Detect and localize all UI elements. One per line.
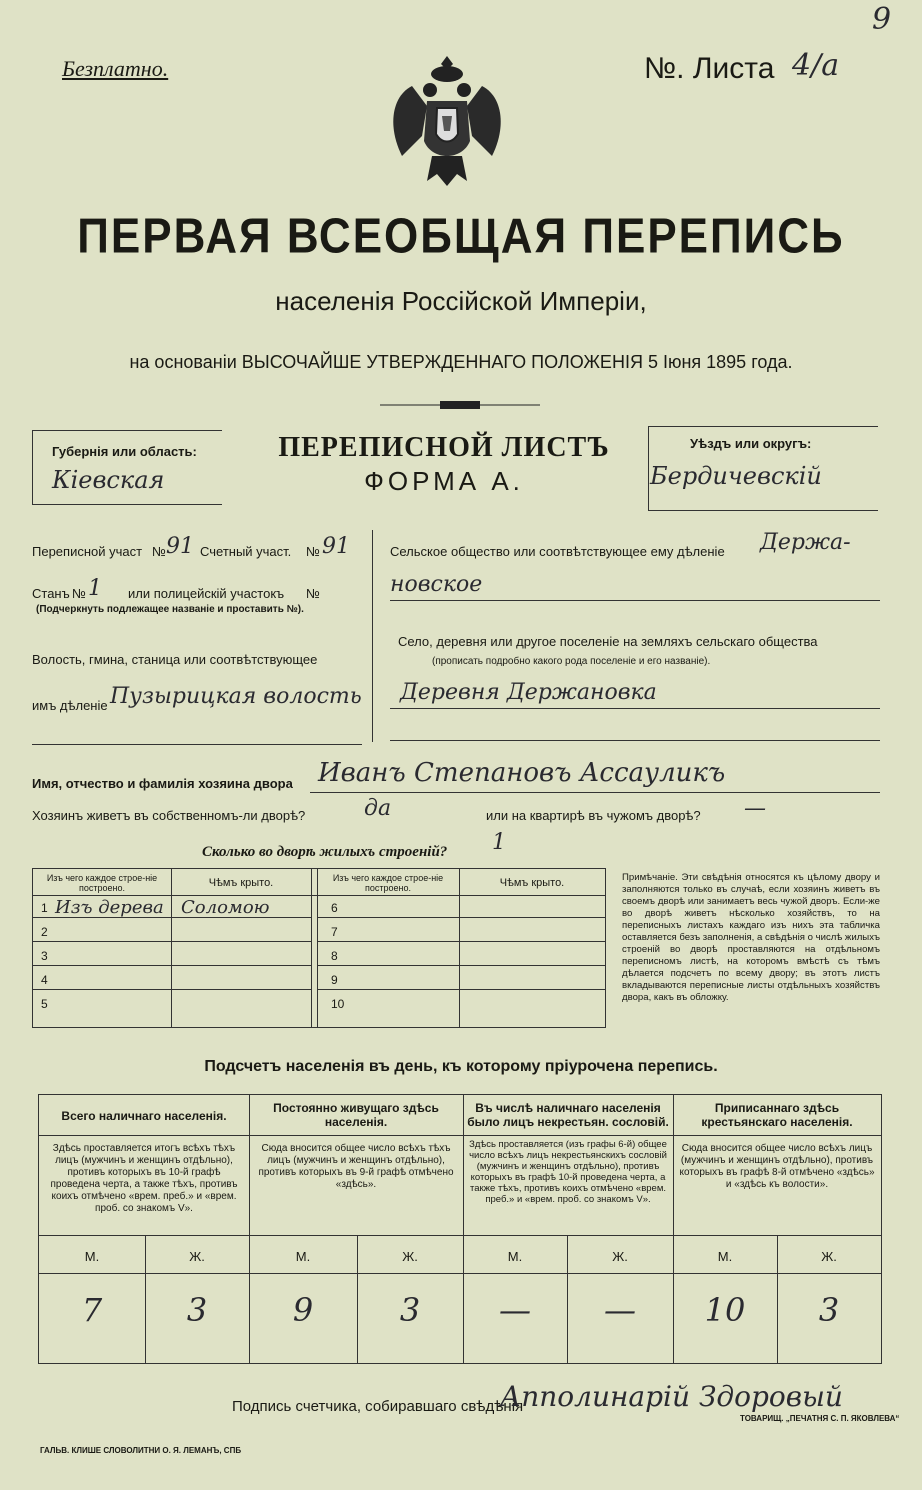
village-note: (прописать подробно какого рода поселеніе и его названіе). <box>432 656 711 667</box>
col-roof-header-right: Чѣмъ крыто. <box>499 877 565 889</box>
count-col-1-desc: Здѣсь проставляется итогъ всѣхъ тѣхъ лицъ (мужчинъ и женщинъ отдѣльно), противъ которыхъ въ 10-й графѣ проведена черта, а также тѣхъ, противъ коихъ отмѣчено «врем. преб.» и «врем. проб. со знакомъ V». <box>50 1143 238 1214</box>
society-value-2: новское <box>390 572 483 597</box>
count-col-4-header: Приписаннаго здѣсь крестьянскаго населенія. <box>701 1101 853 1129</box>
signature-label: Подпись счетчика, собиравшаго свѣдѣнія <box>232 1398 524 1415</box>
count-col-3-header: Въ числѣ наличнаго населенія было лицъ некрестьян. сословій. <box>467 1101 669 1129</box>
signature-value: Апполинарій Здоровый <box>500 1380 843 1413</box>
police-station-no: № <box>306 586 320 601</box>
male-label: М. <box>84 1249 100 1264</box>
count-value-m: — <box>499 1291 531 1329</box>
uezd-label: Уѣздъ или округъ: <box>690 436 812 451</box>
row-num: 2 <box>41 925 48 939</box>
count-value-zh: — <box>604 1291 636 1329</box>
count-col-3-desc: Здѣсь проставляется (изъ графы 6-й) общее число всѣхъ лицъ некрестьянскихъ сословій (мужчинъ и женщинъ отдѣльно), противъ которыхъ въ графѣ 10-й проведена черта, а также тѣхъ, противъ коихъ отмѣчено «врем. преб.» и «врем. проб. со знакомъ V». <box>469 1139 667 1205</box>
count-value-zh: 3 <box>186 1291 208 1329</box>
corner-page-number: 9 <box>872 2 892 37</box>
divider-ornament-icon <box>380 398 540 412</box>
owner-lives-value: да <box>364 796 392 821</box>
row-num: 8 <box>331 949 338 963</box>
printer-imprint-left: ГАЛЬВ. КЛИШЕ СЛОВОЛИТНИ О. Я. ЛЕМАНЪ, СПБ <box>40 1446 242 1455</box>
row-num: 6 <box>331 901 338 915</box>
legal-basis: на основаніи ВЫСОЧАЙШЕ УТВЕРЖДЕННАГО ПОЛОЖЕНІЯ 5 Іюня 1895 года. <box>129 352 793 372</box>
row-num: 10 <box>331 997 345 1011</box>
sheet-number-value: 4/а <box>792 48 840 83</box>
count-col-2-desc: Сюда вносится общее число всѣхъ тѣхъ лицъ (мужчинъ и женщинъ отдѣльно), противъ которыхъ въ 9-й графѣ отмѣчено «здѣсь». <box>258 1143 454 1190</box>
count-district-value: 91 <box>322 534 350 559</box>
society-value-1: Держа- <box>760 530 851 555</box>
row-num: 5 <box>41 997 48 1011</box>
free-label: Безплатно. <box>62 56 169 81</box>
count-value-m: 7 <box>81 1291 103 1329</box>
gubernia-label: Губернія или область: <box>52 444 197 459</box>
row-roof: Соломою <box>181 897 270 918</box>
stan-value: 1 <box>88 576 102 601</box>
stan-label: Станъ <box>32 586 70 601</box>
buildings-note: Примѣчаніе. Эти свѣдѣнія относятся къ цѣлому двору и заполняются только въ случаѣ, если хозяинъ живетъ въ своемъ дворѣ или занимаетъ весь чужой дворъ. Если-же во дворѣ живетъ нѣсколько хозяйствъ, то на переписныхъ листахъ каждаго изъ нихъ эта табличка оставляется безъ заполненія, а свѣдѣнія о числѣ жилыхъ строеній во дворѣ проставляются на отдѣльномъ переписномъ листѣ, на которомъ вмѣстѣ съ тѣмъ дѣлается подсчетъ по всему двору; въ этотъ листъ вкладываются переписные листы отдѣльныхъ хозяйствъ двора, какъ въ обложку. <box>622 872 880 1003</box>
census-sheet-title: ПЕРЕПИСНОЙ ЛИСТЪ <box>278 432 610 463</box>
census-district-label: Переписной участ <box>32 544 143 559</box>
uezd-value: Бердичевскій <box>650 462 822 490</box>
society-label: Сельское общество или соотвѣтствующее ему дѣленіе <box>390 544 725 559</box>
count-value-m: 9 <box>292 1291 314 1329</box>
row-num: 1 <box>41 901 48 915</box>
male-label: М. <box>717 1249 733 1264</box>
volost-value: Пузырицкая волость <box>110 684 362 709</box>
buildings-table <box>32 868 606 1028</box>
row-material: Изъ дерева <box>55 897 164 918</box>
count-col-4-desc: Сюда вносится общее число всѣхъ лицъ (мужчинъ и женщинъ отдѣльно), противъ которыхъ въ графѣ 8-й отмѣчено «здѣсь» и «здѣсь къ волости». <box>679 1143 875 1190</box>
police-station-label: или полицейскій участокъ <box>128 586 285 601</box>
row-num: 9 <box>331 973 338 987</box>
imperial-eagle-emblem-icon <box>382 46 512 196</box>
owner-name-label: Имя, отчество и фамилія хозяина двора <box>32 776 293 791</box>
gubernia-value: Кіевская <box>52 466 165 494</box>
buildings-label: Сколько во дворѣ жилыхъ строеній? <box>202 844 448 860</box>
form-title: ПЕРВАЯ ВСЕОБЩАЯ ПЕРЕПИСЬ <box>77 209 845 264</box>
col-material-header: Изъ чего каждое строе-ніе построено. <box>46 873 158 893</box>
village-label: Село, деревня или другое поселеніе на земляхъ сельскаго общества <box>398 634 818 649</box>
count-col-2-header: Постоянно живущаго здѣсь населенія. <box>273 1101 439 1129</box>
female-label: Ж. <box>821 1249 837 1264</box>
male-label: М. <box>295 1249 311 1264</box>
buildings-value: 1 <box>492 830 506 855</box>
census-district-no: № <box>152 544 166 559</box>
female-label: Ж. <box>612 1249 628 1264</box>
volost-label-2: имъ дѣленіе <box>32 698 108 713</box>
population-count-table <box>38 1094 882 1364</box>
count-district-label: Счетный участ. <box>200 544 292 559</box>
count-district-no: № <box>306 544 320 559</box>
village-value: Деревня Держановка <box>400 680 657 705</box>
row-num: 7 <box>331 925 338 939</box>
count-title: Подсчетъ населенія въ день, къ которому пріурочена перепись. <box>204 1058 718 1075</box>
sheet-number-label: №. Листа <box>644 52 775 85</box>
count-value-zh: 3 <box>818 1291 840 1329</box>
form-subtitle: населенія Россійской Имперіи, <box>275 286 647 316</box>
owner-lives-label: Хозяинъ живетъ въ собственномъ-ли дворѣ? <box>32 808 306 823</box>
stan-no: № <box>72 586 86 601</box>
census-district-value: 91 <box>166 534 194 559</box>
row-num: 3 <box>41 949 48 963</box>
count-value-m: 10 <box>704 1291 746 1329</box>
owner-rent-value: — <box>744 796 766 821</box>
count-col-1-header: Всего наличнаго населенія. <box>61 1109 227 1123</box>
owner-name-value: Иванъ Степановъ Ассауликъ <box>318 758 726 788</box>
female-label: Ж. <box>189 1249 205 1264</box>
volost-label: Волость, гмина, станица или соотвѣтствующее <box>32 652 318 667</box>
underline-note: (Подчеркнуть подлежащее названіе и проставить №). <box>36 604 304 615</box>
form-a-label: ФОРМА А. <box>364 466 524 496</box>
row-num: 4 <box>41 973 48 987</box>
owner-rent-label: или на квартирѣ въ чужомъ дворѣ? <box>486 808 701 823</box>
col-material-header-right: Изъ чего каждое строе-ніе построено. <box>332 873 444 893</box>
count-value-zh: 3 <box>399 1291 421 1329</box>
male-label: М. <box>507 1249 523 1264</box>
female-label: Ж. <box>402 1249 418 1264</box>
col-roof-header: Чѣмъ крыто. <box>208 877 274 889</box>
printer-imprint-right: ТОВАРИЩ. „ПЕЧАТНЯ С. П. ЯКОВЛЕВА“ <box>740 1414 900 1423</box>
